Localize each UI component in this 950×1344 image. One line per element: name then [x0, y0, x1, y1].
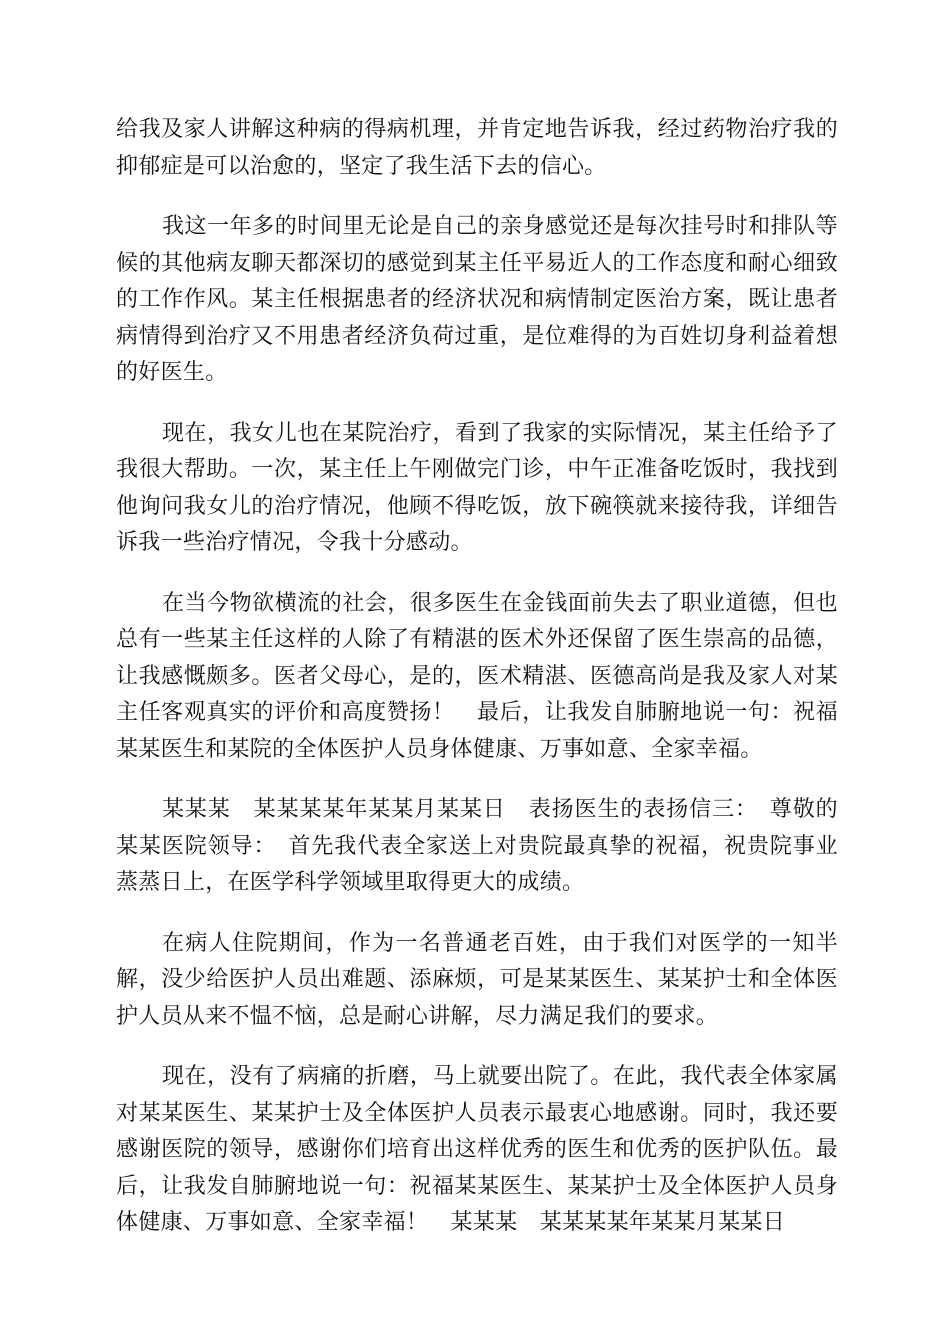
paragraph-daughter-treatment: 现在，我女儿也在某院治疗，看到了我家的实际情况，某主任给予了我很大帮助。一次，某主任上午刚做完门诊，中午正准备吃饭时，我找到他询问我女儿的治疗情况，他顾不得吃饭，放下碗筷就来接待我，详细告诉我一些治疗情况，令我十分感动。	[116, 420, 838, 555]
paragraph-continuation: 给我及家人讲解这种病的得病机理，并肯定地告诉我，经过药物治疗我的抑郁症是可以治愈的，坚定了我生活下去的信心。	[116, 117, 838, 179]
paragraph-doctor-attitude: 我这一年多的时间里无论是自己的亲身感觉还是每次挂号时和排队等候的其他病友聊天都深切的感觉到某主任平易近人的工作态度和耐心细致的工作作风。某主任根据患者的经济状况和病情制定医治方案，既让患者病情得到治疗又不用患者经济负荷过重，是位难得的为百姓切身利益着想的好医生。	[116, 214, 838, 385]
paragraph-thanks-closing: 现在，没有了病痛的折磨，马上就要出院了。在此，我代表全体家属对某某医生、某某护士及全体医护人员表示最衷心地感谢。同时，我还要感谢医院的领导，感谢你们培育出这样优秀的医生和优秀的医护队伍。最后，让我发自肺腑地说一句：祝福某某医生、某某护士及全体医护人员身体健康、万事如意、全家幸福！ 某某某 某某某某年某某月某某日	[116, 1064, 838, 1235]
paragraph-signature-and-letter-three: 某某某 某某某某年某某月某某日 表扬医生的表扬信三： 尊敬的某某医院领导： 首先我代表全家送上对贵院最真挚的祝福，祝贵院事业蒸蒸日上，在医学科学领域里取得更大的成绩。	[116, 797, 838, 895]
paragraph-hospital-stay: 在病人住院期间，作为一名普通老百姓，由于我们对医学的一知半解，没少给医护人员出难题、添麻烦，可是某某医生、某某护士和全体医护人员从来不愠不恼，总是耐心讲解，尽力满足我们的要求。	[116, 930, 838, 1029]
paragraph-medical-ethics: 在当今物欲横流的社会，很多医生在金钱面前失去了职业道德，但也总有一些某主任这样的人除了有精湛的医术外还保留了医生崇高的品德，让我感慨颇多。医者父母心，是的，医术精湛、医德高尚是我及家人对某主任客观真实的评价和高度赞扬！ 最后，让我发自肺腑地说一句：祝福某某医生和某院的全体医护人员身体健康、万事如意、全家幸福。	[116, 590, 838, 762]
document-body	[116, 112, 838, 1266]
